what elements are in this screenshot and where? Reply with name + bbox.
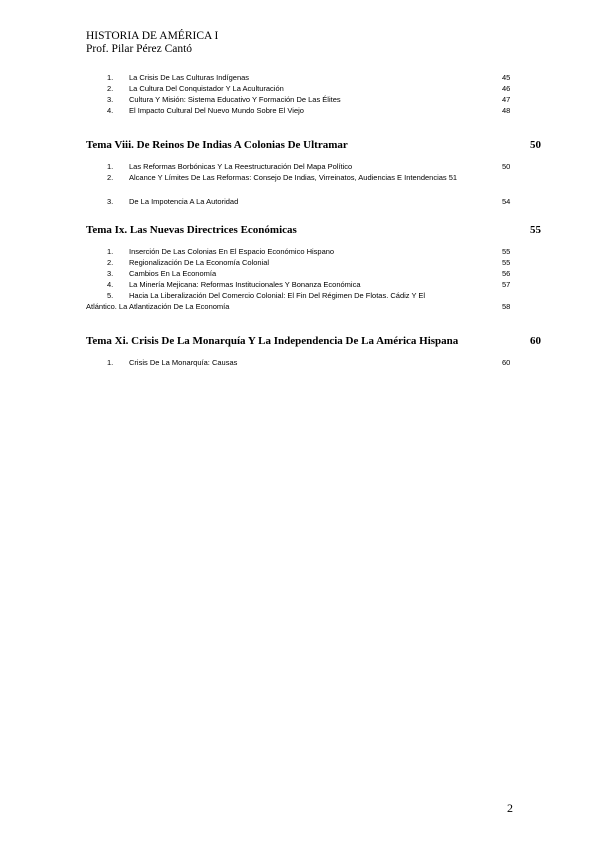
tema-page: 50 — [530, 139, 541, 151]
toc-item[interactable]: 3. De La Impotencia A La Autoridad 54 — [107, 197, 511, 206]
toc-item[interactable]: 3. Cultura Y Misión: Sistema Educativo Y Formación De Las Élites 47 — [107, 95, 511, 104]
toc-section-previous — [86, 72, 541, 116]
toc-item[interactable]: 4. El Impacto Cultural Del Nuevo Mundo Sobre El Viejo 48 — [107, 106, 511, 115]
document-header — [86, 30, 218, 56]
tema-page: 60 — [530, 335, 541, 347]
toc-item[interactable]: 2. Regionalización De La Economía Colonial 55 — [107, 258, 511, 267]
toc-tema-heading[interactable] — [86, 335, 541, 351]
toc-section-tema-8 — [86, 139, 541, 207]
toc-item[interactable]: 1. Las Reformas Borbónicas Y La Reestructuración Del Mapa Político 50 — [107, 162, 511, 171]
document-title: HISTORIA DE AMÉRICA I — [86, 30, 219, 42]
toc-item[interactable]: 2. Alcance Y Límites De Las Reformas: Consejo De Indias, Virreinatos, Audiencias E Intendencias 51 — [107, 173, 458, 182]
toc-tema-heading[interactable] — [86, 224, 541, 240]
toc-item[interactable]: 3. Cambios En La Economía 56 — [107, 269, 511, 278]
toc-tema-heading[interactable] — [86, 139, 541, 155]
toc-item[interactable]: 2. La Cultura Del Conquistador Y La Aculturación 46 — [107, 84, 511, 93]
toc-item[interactable]: 1. La Crisis De Las Culturas Indígenas 45 — [107, 73, 511, 82]
toc-item[interactable]: 1. Crisis De La Monarquía: Causas 60 — [107, 358, 511, 367]
toc-item-continuation[interactable]: Atlántico. La Atlantización De La Economía 58 — [86, 302, 511, 311]
page-number: 2 — [507, 801, 513, 815]
tema-title: Tema Xi. Crisis De La Monarquía Y La Independencia De La América Hispana — [86, 335, 459, 347]
toc-item[interactable]: 5. Hacia La Liberalización Del Comercio Colonial: El Fin Del Régimen De Flotas. Cádiz Y El — [107, 291, 426, 300]
toc-item[interactable]: 1. Inserción De Las Colonias En El Espacio Económico Hispano 55 — [107, 247, 511, 256]
document-author: Prof. Pilar Pérez Cantó — [86, 43, 193, 55]
tema-title: Tema Viii. De Reinos De Indias A Colonias De Ultramar — [86, 139, 348, 151]
toc-item[interactable]: 4. La Minería Mejicana: Reformas Institucionales Y Bonanza Económica 57 — [107, 280, 511, 289]
tema-title: Tema Ix. Las Nuevas Directrices Económicas — [86, 224, 297, 236]
toc-section-tema-9 — [86, 224, 541, 312]
tema-page: 55 — [530, 224, 541, 236]
toc-section-tema-11 — [86, 335, 541, 368]
